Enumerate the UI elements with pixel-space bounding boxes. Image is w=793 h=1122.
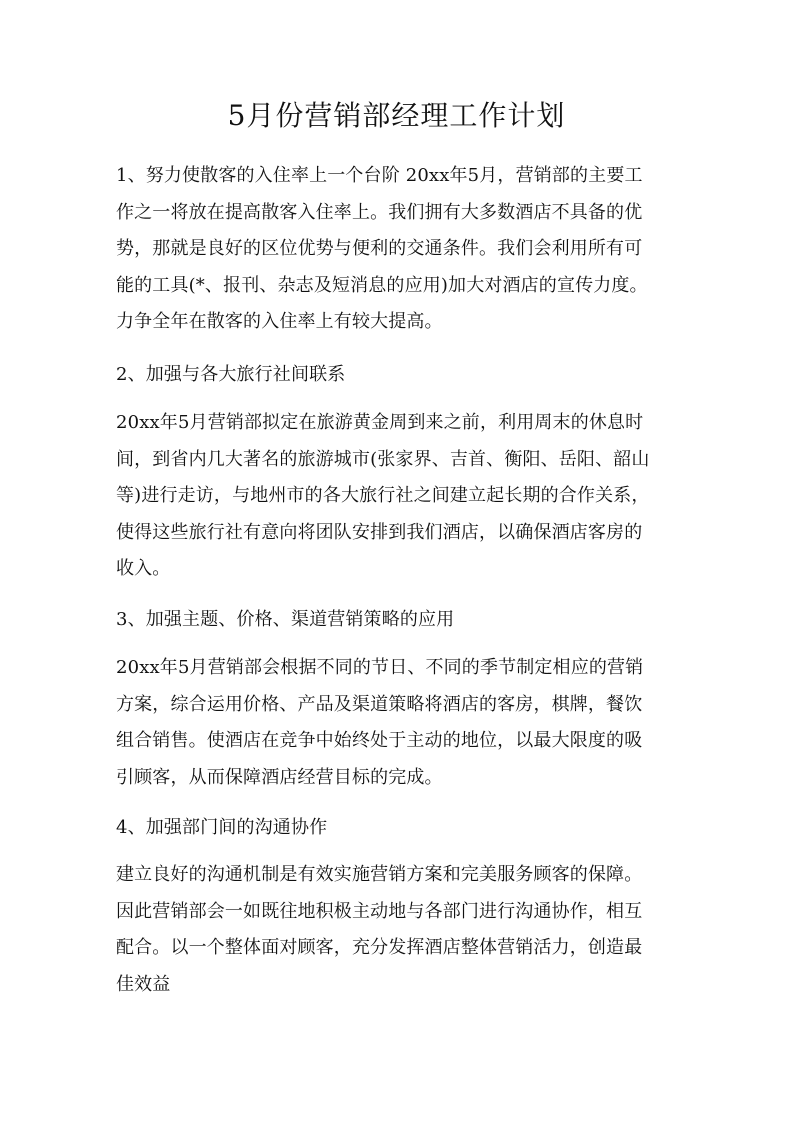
paragraph-line: 配合。以一个整体面对顾客，充分发挥酒店整体营销活力，创造最: [116, 937, 643, 958]
paragraph-line: 因此营销部会一如既往地积极主动地与各部门进行沟通协作，相互: [116, 900, 643, 922]
paragraph-line: 20xx年5月营销部会根据不同的节日、不同的季节制定相应的营销: [116, 657, 644, 678]
paragraph-line: 20xx年5月营销部拟定在旅游黄金周到来之前，利用周末的休息时: [116, 412, 644, 433]
paragraph-line: 力争全年在散客的入住率上有较大提高。: [116, 311, 443, 332]
paragraph-1: [116, 158, 676, 341]
paragraph-line: 能的工具(*、报刊、杂志及短消息的应用)加大对酒店的宣传力度。: [116, 274, 648, 296]
section-heading-3: 3、加强主题、价格、渠道营销策略的应用: [116, 609, 455, 630]
paragraph-line: 组合销售。使酒店在竞争中始终处于主动的地位，以最大限度的吸: [116, 730, 643, 751]
document-title: 5月份营销部经理工作计划: [227, 99, 566, 132]
paragraph-line: 作之一将放在提高散客入住率上。我们拥有大多数酒店不具备的优: [116, 201, 643, 223]
paragraph-4: [116, 857, 676, 1003]
paragraph-line: 收入。: [116, 558, 171, 579]
paragraph-line: 1、努力使散客的入住率上一个台阶 20xx年5月，营销部的主要工: [116, 165, 643, 186]
paragraph-line: 引顾客，从而保障酒店经营目标的完成。: [116, 766, 443, 788]
section-heading-4: 4、加强部门间的沟通协作: [116, 817, 328, 838]
paragraph-line: 等)进行走访，与地州市的各大旅行社之间建立起长期的合作关系，: [116, 485, 650, 506]
paragraph-line: 势，那就是良好的区位优势与便利的交通条件。我们会利用所有可: [116, 238, 643, 259]
paragraph-line: 方案，综合运用价格、产品及渠道策略将酒店的客房，棋牌，餐饮: [116, 693, 643, 715]
paragraph-line: 佳效益: [116, 973, 171, 995]
paragraph-3: [116, 650, 676, 796]
paragraph-2: [116, 405, 676, 588]
paragraph-line: 间，到省内几大著名的旅游城市(张家界、吉首、衡阳、岳阳、韶山: [116, 448, 650, 470]
paragraph-line: 使得这些旅行社有意向将团队安排到我们酒店，以确保酒店客房的: [116, 521, 643, 543]
section-heading-2: 2、加强与各大旅行社间联系: [116, 364, 346, 385]
paragraph-line: 建立良好的沟通机制是有效实施营销方案和完美服务顾客的保障。: [116, 864, 643, 885]
